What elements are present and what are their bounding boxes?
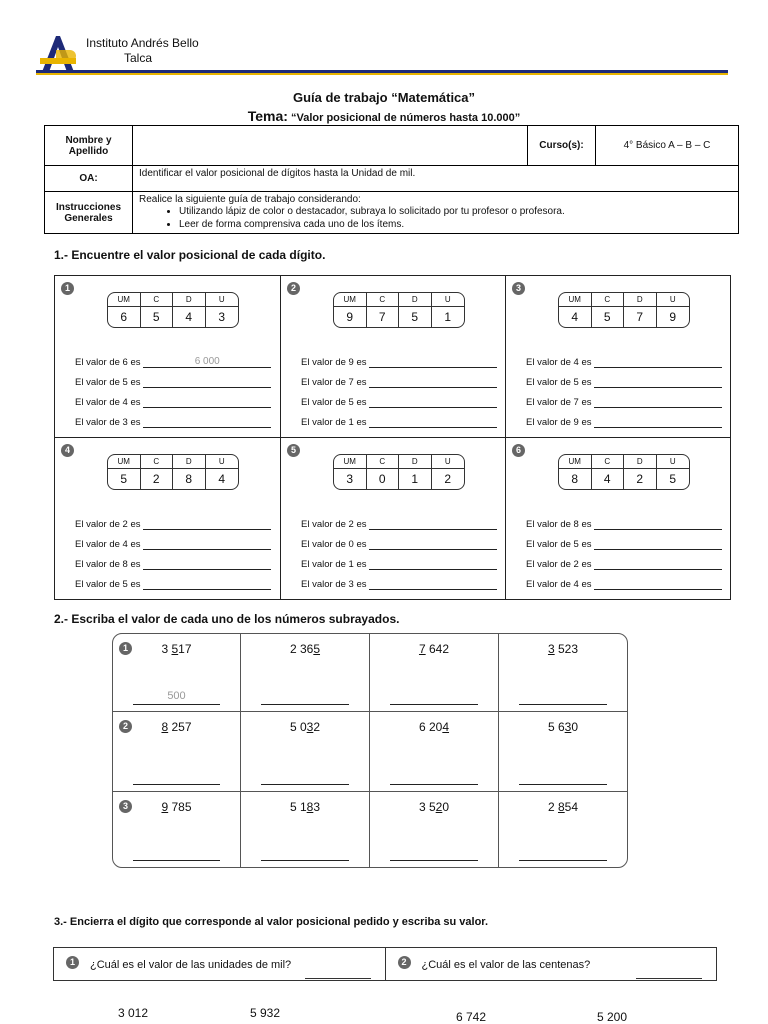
- place-value-digit: 4: [173, 307, 206, 327]
- answer-lines: [75, 510, 271, 590]
- number-suffix: 3: [313, 800, 321, 814]
- number-cell: [370, 712, 499, 792]
- place-value-chart: [558, 454, 690, 490]
- answer-blank[interactable]: [261, 690, 349, 705]
- row-number-badge: 2: [119, 720, 132, 733]
- place-value-digit: 7: [367, 307, 400, 327]
- number-option[interactable]: 3 012: [118, 1006, 149, 1020]
- answer-label: El valor de 5 es: [526, 377, 592, 388]
- answer-label: El valor de 4 es: [75, 539, 141, 550]
- answer-label: El valor de 5 es: [75, 579, 141, 590]
- institution-name: [86, 36, 199, 66]
- place-value-header: C: [141, 293, 174, 307]
- answer-label: El valor de 8 es: [526, 519, 592, 530]
- number-suffix: 523: [554, 642, 579, 656]
- underlined-digit: 9: [161, 800, 169, 814]
- tema-text: “Valor posicional de números hasta 10.000”: [291, 112, 521, 124]
- number-cell: [499, 792, 627, 867]
- question-1-text: ¿Cuál es el valor de las unidades de mil?: [90, 959, 292, 971]
- answer-blank[interactable]: [143, 396, 271, 408]
- exercise-cell: [506, 276, 730, 438]
- exercise-number-badge: 6: [512, 444, 525, 457]
- answer-row: [75, 368, 271, 388]
- question-2: [386, 948, 717, 980]
- number-prefix: 5 6: [547, 720, 565, 734]
- place-value-digit: 4: [218, 472, 226, 486]
- answer-blank[interactable]: [143, 538, 271, 550]
- section1-title: 1.- Encuentre el valor posicional de cada dígito.: [54, 248, 326, 262]
- place-value-digit: 6: [108, 307, 141, 327]
- place-value-header: UM: [108, 293, 141, 307]
- answer-row: [301, 570, 497, 590]
- place-value-header: U: [432, 455, 465, 469]
- answer-row: [75, 408, 271, 428]
- number-cell: [370, 634, 499, 712]
- answer-row: [301, 550, 497, 570]
- place-value-digit: 5: [669, 472, 677, 486]
- place-value-digit: 8: [173, 469, 206, 489]
- answer-label: El valor de 4 es: [526, 579, 592, 590]
- answer-label: El valor de 8 es: [75, 559, 141, 570]
- place-value-digit: 5: [399, 307, 432, 327]
- answer-row: [526, 388, 722, 408]
- number-suffix: 2: [313, 720, 321, 734]
- place-value-chart: [558, 292, 690, 328]
- answer-blank[interactable]: [594, 538, 722, 550]
- place-value-header: D: [399, 293, 432, 307]
- answer-blank[interactable]: [519, 846, 607, 861]
- number-value: [499, 800, 627, 814]
- answer-label: El valor de 0 es: [301, 539, 367, 550]
- answer-label: El valor de 2 es: [301, 519, 367, 530]
- number-prefix: 2 36: [289, 642, 314, 656]
- answer-blank[interactable]: [594, 518, 722, 530]
- answer-row: [75, 570, 271, 590]
- section2-grid: [112, 633, 628, 868]
- answer-row: [526, 530, 722, 550]
- place-value-header: D: [624, 293, 657, 307]
- answer-blank[interactable]: [369, 558, 497, 570]
- answer-row: [526, 368, 722, 388]
- answer-row: [526, 550, 722, 570]
- answer-blank[interactable]: [594, 376, 722, 388]
- answer-blank[interactable]: [369, 578, 497, 590]
- answer-label: El valor de 5 es: [526, 539, 592, 550]
- number-option[interactable]: 5 932: [250, 1006, 281, 1020]
- answer-blank[interactable]: [143, 518, 271, 530]
- answer-label: El valor de 3 es: [75, 417, 141, 428]
- place-value-header: C: [367, 293, 400, 307]
- answer-label: El valor de 1 es: [301, 417, 367, 428]
- place-value-header: D: [624, 455, 657, 469]
- place-value-digit: 1: [444, 310, 452, 324]
- answer-row: [526, 408, 722, 428]
- number-value: [370, 800, 498, 814]
- number-cell: [241, 792, 370, 867]
- answer-label: El valor de 1 es: [301, 559, 367, 570]
- oa-text: Identificar el valor posicional de dígitos hasta la Unidad de mil.: [133, 166, 739, 192]
- number-suffix: 785: [168, 800, 192, 814]
- underlined-digit: 8: [306, 800, 314, 814]
- row-number-badge: 3: [119, 800, 132, 813]
- exercise-cell: [55, 438, 281, 599]
- answer-blank[interactable]: [369, 356, 497, 368]
- answer-blank[interactable]: [390, 690, 478, 705]
- number-value: [370, 642, 498, 656]
- number-cell: [113, 712, 241, 792]
- instrucciones-intro: Realice la siguiente guía de trabajo considerando:: [139, 194, 361, 205]
- number-suffix: 54: [564, 800, 579, 814]
- answer-row: [301, 368, 497, 388]
- number-cell: [499, 634, 627, 712]
- number-value: [499, 642, 627, 656]
- tema-line: [0, 108, 768, 124]
- exercise-number-badge: 4: [61, 444, 74, 457]
- answer-blank[interactable]: [261, 846, 349, 861]
- place-value-digit: 5: [592, 307, 625, 327]
- answer-row: [75, 530, 271, 550]
- answer-row: [301, 510, 497, 530]
- section1-grid: [54, 275, 731, 600]
- answer-row: [75, 348, 271, 368]
- place-value-chart: [107, 292, 239, 328]
- answer-row: [526, 570, 722, 590]
- place-value-header: C: [141, 455, 174, 469]
- institution-line2: Talca: [124, 51, 153, 65]
- place-value-chart: [333, 454, 465, 490]
- number-cell: [113, 634, 241, 712]
- nombre-field[interactable]: [133, 126, 528, 166]
- number-suffix: 0: [571, 720, 579, 734]
- answer-blank[interactable]: [369, 538, 497, 550]
- number-cell: [370, 792, 499, 867]
- answer-blank[interactable]: [369, 518, 497, 530]
- instrucciones-cell: [133, 192, 739, 234]
- answer-lines: [301, 510, 497, 590]
- number-suffix: 0: [442, 800, 450, 814]
- place-value-header: UM: [334, 293, 367, 307]
- student-info-table: [44, 125, 739, 234]
- answer-row: [75, 388, 271, 408]
- answer-label: El valor de 4 es: [75, 397, 141, 408]
- answer-blank[interactable]: [594, 396, 722, 408]
- number-value: [113, 642, 240, 656]
- place-value-header: U: [432, 293, 465, 307]
- place-value-header: UM: [334, 455, 367, 469]
- institution-line1: Instituto Andrés Bello: [86, 36, 199, 50]
- number-option[interactable]: 6 742: [456, 1010, 487, 1024]
- answer-blank[interactable]: [519, 770, 607, 785]
- nombre-label: Nombre y Apellido: [45, 126, 133, 166]
- place-value-digit: 8: [559, 469, 592, 489]
- answer-blank[interactable]: [390, 846, 478, 861]
- answer-line[interactable]: [305, 978, 371, 979]
- answer-label: El valor de 4 es: [526, 357, 592, 368]
- instruction-item: • Utilizando lápiz de color o destacador, subraya lo solicitado por tu profesor o profesora.: [179, 205, 732, 218]
- answer-blank[interactable]: [369, 416, 497, 428]
- place-value-header: U: [206, 293, 239, 307]
- section2-title: 2.- Escriba el valor de cada uno de los números subrayados.: [54, 612, 400, 626]
- place-value-header: UM: [108, 455, 141, 469]
- underlined-digit: 8: [557, 800, 565, 814]
- number-suffix: 642: [425, 642, 450, 656]
- exercise-number-badge: 2: [287, 282, 300, 295]
- answer-row: [75, 510, 271, 530]
- answer-row: [301, 388, 497, 408]
- place-value-header: U: [657, 455, 690, 469]
- number-value: [241, 642, 369, 656]
- number-prefix: 5 1: [289, 800, 307, 814]
- answer-row: [301, 408, 497, 428]
- answer-blank[interactable]: [133, 770, 220, 785]
- number-value: [499, 720, 627, 734]
- answer-row: [301, 348, 497, 368]
- exercise-number-badge: 5: [287, 444, 300, 457]
- place-value-header: C: [367, 455, 400, 469]
- section3-question-box: [53, 947, 717, 981]
- number-prefix: 6 20: [418, 720, 443, 734]
- number-cell: [241, 634, 370, 712]
- answer-label: El valor de 5 es: [301, 397, 367, 408]
- place-value-digit: 2: [444, 472, 452, 486]
- place-value-digit: 7: [624, 307, 657, 327]
- place-value-digit: 9: [334, 307, 367, 327]
- place-value-header: D: [173, 455, 206, 469]
- place-value-digit: 2: [141, 469, 174, 489]
- place-value-header: C: [592, 455, 625, 469]
- number-option[interactable]: 5 200: [597, 1010, 628, 1024]
- answer-blank[interactable]: [261, 770, 349, 785]
- underlined-digit: 2: [435, 800, 443, 814]
- underlined-digit: 4: [442, 720, 450, 734]
- number-value: [113, 800, 240, 814]
- place-value-header: D: [399, 455, 432, 469]
- question-number-badge: 2: [398, 956, 411, 969]
- answer-label: El valor de 6 es: [75, 357, 141, 368]
- answer-label: El valor de 7 es: [301, 377, 367, 388]
- exercise-cell: [281, 276, 506, 438]
- place-value-header: UM: [559, 293, 592, 307]
- place-value-digit: 3: [218, 310, 226, 324]
- number-prefix: 3 5: [418, 800, 436, 814]
- place-value-digit: 5: [108, 469, 141, 489]
- section3-title: 3.- Encierra el dígito que corresponde al valor posicional pedido y escriba su valor.: [54, 916, 489, 928]
- exercise-cell: [506, 438, 730, 599]
- answer-blank[interactable]: 6 000: [143, 356, 271, 368]
- answer-blank[interactable]: [133, 846, 220, 861]
- answer-label: El valor de 2 es: [526, 559, 592, 570]
- answer-blank[interactable]: [594, 578, 722, 590]
- number-cell: [499, 712, 627, 792]
- underlined-digit: 5: [313, 642, 321, 656]
- answer-blank[interactable]: [594, 416, 722, 428]
- number-value: [241, 720, 369, 734]
- answer-blank[interactable]: [143, 578, 271, 590]
- answer-blank[interactable]: [594, 558, 722, 570]
- answer-lines: [75, 348, 271, 428]
- answer-lines: [526, 510, 722, 590]
- answer-label: El valor de 5 es: [75, 377, 141, 388]
- place-value-digit: 4: [592, 469, 625, 489]
- answer-line[interactable]: [636, 978, 702, 979]
- curso-label: Curso(s):: [528, 126, 596, 166]
- place-value-chart: [107, 454, 239, 490]
- instrucciones-label: Instrucciones Generales: [45, 192, 133, 234]
- tema-label: Tema:: [247, 108, 288, 124]
- number-prefix: 3: [161, 642, 172, 656]
- place-value-chart: [333, 292, 465, 328]
- answer-label: El valor de 3 es: [301, 579, 367, 590]
- place-value-header: C: [592, 293, 625, 307]
- underlined-digit: 3: [547, 642, 555, 656]
- place-value-digit: 2: [624, 469, 657, 489]
- instruction-item: • Leer de forma comprensiva cada uno de los ítems.: [179, 218, 732, 231]
- number-value: [113, 720, 240, 734]
- question-1: [54, 948, 386, 980]
- number-value: [241, 800, 369, 814]
- question-2-text: ¿Cuál es el valor de las centenas?: [421, 959, 591, 971]
- underlined-digit: 7: [418, 642, 426, 656]
- answer-blank[interactable]: [143, 416, 271, 428]
- exercise-number-badge: 1: [61, 282, 74, 295]
- number-suffix: 17: [178, 642, 192, 656]
- answer-blank[interactable]: [369, 396, 497, 408]
- answer-row: [301, 530, 497, 550]
- place-value-header: U: [206, 455, 239, 469]
- underlined-digit: 3: [306, 720, 314, 734]
- answer-label: El valor de 7 es: [526, 397, 592, 408]
- answer-blank[interactable]: [143, 558, 271, 570]
- oa-label: OA:: [45, 166, 133, 192]
- question-number-badge: 1: [66, 956, 79, 969]
- place-value-header: UM: [559, 455, 592, 469]
- underlined-digit: 8: [161, 720, 169, 734]
- answer-blank[interactable]: [390, 770, 478, 785]
- underlined-digit: 3: [564, 720, 572, 734]
- answer-blank[interactable]: [143, 376, 271, 388]
- answer-row: [526, 510, 722, 530]
- answer-blank[interactable]: [369, 376, 497, 388]
- answer-label: El valor de 9 es: [301, 357, 367, 368]
- answer-blank[interactable]: [519, 690, 607, 705]
- page-title: Guía de trabajo “Matemática”: [292, 90, 476, 105]
- answer-blank[interactable]: [594, 356, 722, 368]
- number-suffix: 257: [168, 720, 192, 734]
- answer-label: El valor de 2 es: [75, 519, 141, 530]
- place-value-header: D: [173, 293, 206, 307]
- place-value-digit: 9: [669, 310, 677, 324]
- answer-lines: [301, 348, 497, 428]
- answer-row: [75, 550, 271, 570]
- answer-row: [526, 348, 722, 368]
- curso-value: 4° Básico A – B – C: [596, 126, 739, 166]
- answer-blank[interactable]: 500: [133, 690, 220, 705]
- exercise-cell: [55, 276, 281, 438]
- number-prefix: 2: [547, 800, 558, 814]
- underlined-digit: 5: [171, 642, 179, 656]
- header-rule-gold: [36, 73, 728, 75]
- number-prefix: 5 0: [289, 720, 307, 734]
- exercise-cell: [281, 438, 506, 599]
- place-value-digit: 1: [399, 469, 432, 489]
- place-value-header: U: [657, 293, 690, 307]
- answer-lines: [526, 348, 722, 428]
- row-number-badge: 1: [119, 642, 132, 655]
- exercise-number-badge: 3: [512, 282, 525, 295]
- number-cell: [113, 792, 241, 867]
- place-value-digit: 3: [334, 469, 367, 489]
- place-value-digit: 5: [141, 307, 174, 327]
- answer-label: El valor de 9 es: [526, 417, 592, 428]
- number-cell: [241, 712, 370, 792]
- number-value: [370, 720, 498, 734]
- place-value-digit: 0: [367, 469, 400, 489]
- place-value-digit: 4: [559, 307, 592, 327]
